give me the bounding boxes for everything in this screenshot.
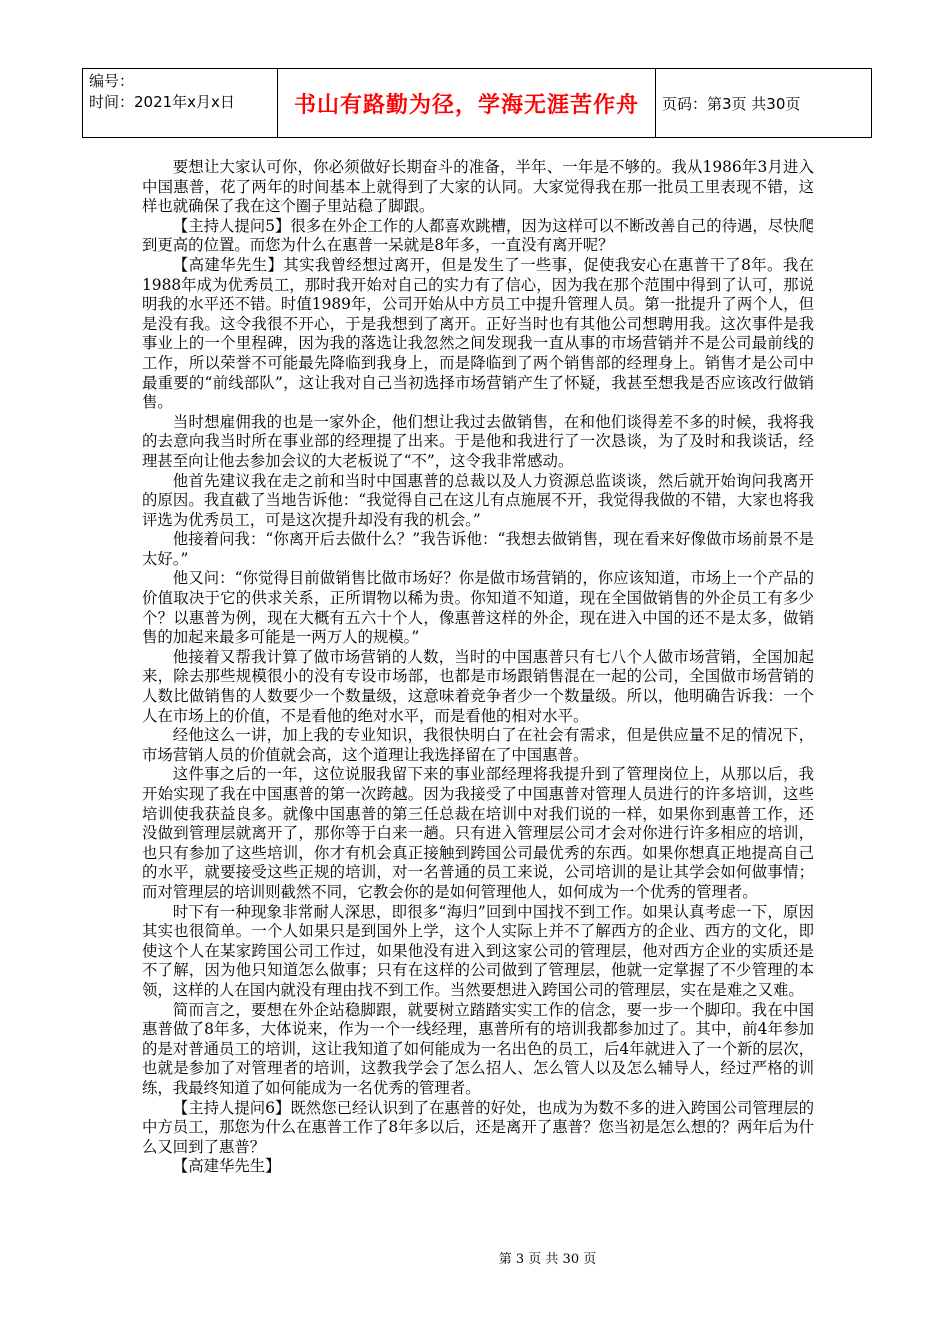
page-footer xyxy=(0,1248,950,1267)
paragraph: 他接着又帮我计算了做市场营销的人数，当时的中国惠普只有七八个人做市场营销，全国加起来，除去那些规模很小的没有专设市场部，也都是市场跟销售混在一起的公司，全国做市场营销的人数比做销售的人数要少一个数量级，这意味着竞争者少一个数量级。所以，他明确告诉我：一个人在市场上的价值，不是看他的绝对水平，而是看他的相对水平。 xyxy=(142,647,814,725)
page-header xyxy=(82,68,872,138)
paragraph: 经他这么一讲，加上我的专业知识，我很快明白了在社会有需求，但是供应量不足的情况下，市场营销人员的价值就会高，这个道理让我选择留在了中国惠普。 xyxy=(142,726,814,764)
header-meta-cell xyxy=(83,69,278,137)
paragraph: 要想让大家认可你，你必须做好长期奋斗的准备，半年、一年是不够的。我从1986年3月进入中国惠普，花了两年的时间基本上就得到了大家的认同。大家觉得我在那一批员工里表现不错，这样也就确保了我在这个圈子里站稳了脚跟。 xyxy=(142,158,814,216)
paragraph: 时下有一种现象非常耐人深思，即很多“海归”回到中国找不到工作。如果认真考虑一下，原因其实也很简单。一个人如果只是到国外上学，这个人实际上并不了解西方的企业、西方的文化，即使这个人在某家跨国公司工作过，如果他没有进入到这家公司的管理层，他对西方企业的实质还是不了解，因为他只知道怎么做事；只有在这样的公司做到了管理层，他就一定掌握了不少管理的本领，这样的人在国内就没有理由找不到工作。当然要想进入跨国公司的管理层，实在是难之又难。 xyxy=(142,902,814,999)
paragraph: 【主持人提问6】既然您已经认识到了在惠普的好处，也成为为数不多的进入跨国公司管理层的中方员工，那您为什么在惠普工作了8年多以后，还是离开了惠普？您当初是怎么想的？两年后为什么又回到了惠普？ xyxy=(142,1098,814,1156)
paragraph: 他首先建议我在走之前和当时中国惠普的总裁以及人力资源总监谈谈，然后就开始询问我离开的原因。我直截了当地告诉他：“我觉得自己在这儿有点施展不开，我觉得我做的不错，大家也将我评选为优秀员工，可是这次提升却没有我的机会。” xyxy=(142,471,814,529)
header-motto: 书山有路勤为径，学海无涯苦作舟 xyxy=(278,69,656,137)
paragraph: 当时想雇佣我的也是一家外企，他们想让我过去做销售，在和他们谈得差不多的时候，我将我的去意向我当时所在事业部的经理提了出来。于是他和我进行了一次恳谈，为了及时和我谈话，经理甚至向让他去参加会议的大老板说了“不”，这令我非常感动。 xyxy=(142,412,814,470)
paragraph: 这件事之后的一年，这位说服我留下来的事业部经理将我提升到了管理岗位上，从那以后，我开始实现了我在中国惠普的第一次跨越。因为我接受了中国惠普对管理人员进行的许多培训，这些培训使我获益良多。就像中国惠普的第三任总裁在培训中对我们说的一样，如果你到惠普工作，还没做到管理层就离开了，那你等于白来一趟。只有进入管理层公司才会对你进行许多相应的培训，也只有参加了这些培训，你才有机会真正接触到跨国公司最优秀的东西。如果你想真正地提高自己的水平，就要接受这些正规的培训，对一名普通的员工来说，公司培训的是让其学会如何做事情；而对管理层的培训则截然不同，它教会你的是如何管理他人，如何成为一个优秀的管理者。 xyxy=(142,765,814,901)
paragraph: 简而言之，要想在外企站稳脚跟，就要树立踏踏实实工作的信念，要一步一个脚印。我在中国惠普做了8年多，大体说来，作为一个一线经理，惠普所有的培训我都参加过了。其中，前4年参加的是对普通员工的培训，这让我知道了如何能成为一名出色的员工，后4年就进入了一个新的层次，也就是参加了对管理者的培训，这教我学会了怎么招人、怎么管人以及怎么辅导人，经过严格的训练，我最终知道了如何能成为一名优秀的管理者。 xyxy=(142,1000,814,1097)
paragraph: 他又问：“你觉得目前做销售比做市场好？你是做市场营销的，你应该知道，市场上一个产品的价值取决于它的供求关系，正所谓物以稀为贵。你知道不知道，现在全国做销售的外企员工有多少个？以惠普为例，现在大概有五六十个人，像惠普这样的外企，现在进入中国的还不是太多，做销售的加起来最多可能是一两万人的规模。” xyxy=(142,569,814,647)
paragraph: 【主持人提问5】很多在外企工作的人都喜欢跳槽，因为这样可以不断改善自己的待遇，尽快爬到更高的位置。而您为什么在惠普一呆就是8年多，一直没有离开呢？ xyxy=(142,216,814,255)
document-number-label: 编号： xyxy=(89,72,135,90)
paragraph: 【高建华先生】 xyxy=(172,1157,281,1176)
document-date: 时间：2021年x月x日 xyxy=(89,93,235,111)
header-page-info: 页码：第3页 共30页 xyxy=(662,94,801,113)
paragraph: 他接着问我：“你离开后去做什么？”我告诉他：“我想去做销售，现在看来好像做市场前景不是太好。” xyxy=(142,530,814,568)
document-body xyxy=(142,158,814,1177)
paragraph: 【高建华先生】其实我曾经想过离开，但是发生了一些事，促使我安心在惠普干了8年。我在1988年成为优秀员工，那时我开始对自己的实力有了信心，因为我在那个范围中得到了认可，那说明我的水平还不错。时值1989年，公司开始从中方员工中提升管理人员。第一批提升了两个人，但是没有我。这令我很不开心，于是我想到了离开。正好当时也有其他公司想聘用我。这次事件是我事业上的一个里程碑，因为我的落选让我忽然之间发现我一直从事的市场营销并不是公司最前线的工作，所以荣誉不可能最先降临到我身上，而是降临到了两个销售部的经理身上。销售才是公司中最重要的“前线部队”，这让我对自己当初选择市场营销产生了怀疑，我甚至想我是否应该改行做销售。 xyxy=(142,255,814,412)
footer-page-number: 第 3 页 共 30 页 xyxy=(498,1252,597,1267)
